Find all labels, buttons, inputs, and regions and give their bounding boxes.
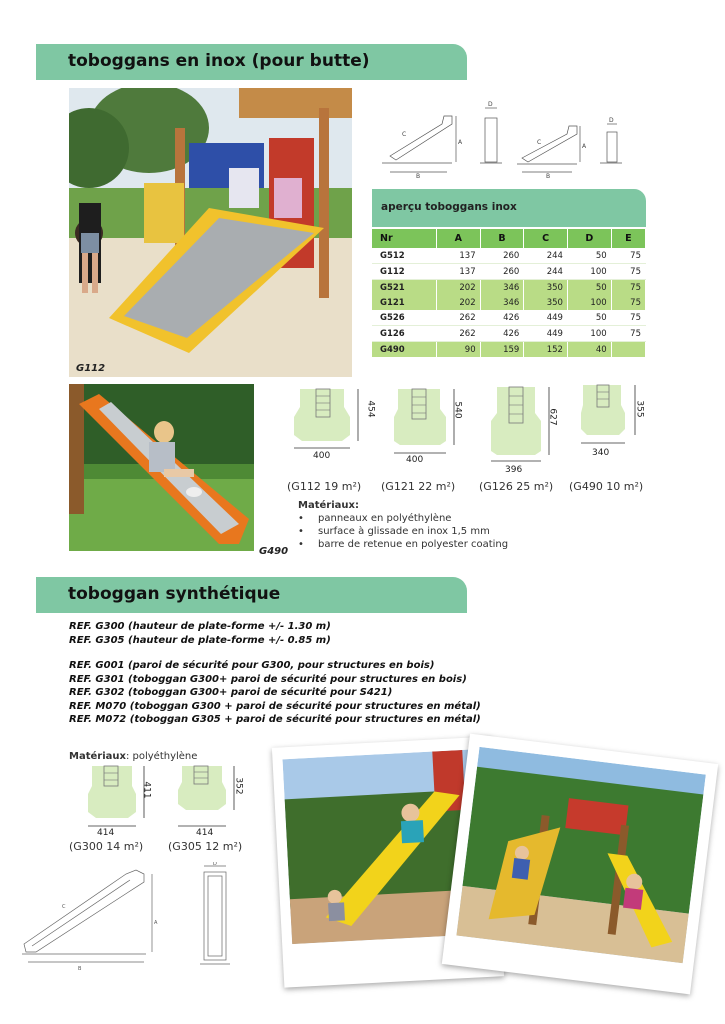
- table-cell: G121: [372, 295, 436, 310]
- materials-synthetic: [69, 750, 197, 763]
- materials-item-text: panneaux en polyéthylène: [318, 513, 452, 524]
- reference-line: REF. G305 (hauteur de plate-forme +/- 0.85 m): [69, 634, 331, 646]
- table-header-row: [372, 229, 646, 248]
- table-header-cell: B: [480, 229, 524, 248]
- table-cell: 75: [611, 310, 645, 326]
- table-cell: 152: [524, 342, 568, 358]
- diagram-label-c2: C: [537, 139, 542, 146]
- diagram-label-d3: D: [213, 862, 217, 867]
- table-cell: 75: [611, 248, 645, 264]
- section-title-synthetique: toboggan synthétique: [68, 584, 281, 604]
- diagram-label-b1: B: [416, 173, 421, 180]
- table-cell: G490: [372, 342, 436, 358]
- table-cell: 100: [567, 264, 611, 280]
- table-header-cell: D: [567, 229, 611, 248]
- reference-line: REF. M072 (toboggan G305 + paroi de sécurité pour structures en métal): [69, 714, 481, 725]
- table-row: [372, 248, 646, 264]
- materials-item: • barre de retenue en polyester coating: [298, 539, 509, 550]
- table-cell: 350: [524, 295, 568, 310]
- table-header-cell: A: [436, 229, 480, 248]
- footprint-label: (G300 14 m²): [69, 840, 144, 853]
- section-header-inox: [36, 44, 467, 80]
- table-cell: 426: [480, 310, 524, 326]
- table-cell: 90: [436, 342, 480, 358]
- materials-item: • surface à glissade en inox 1,5 mm: [298, 526, 490, 537]
- reference-line: REF. G300 (hauteur de plate-forme +/- 1.30 m): [69, 621, 331, 632]
- footprint-g490: [573, 383, 658, 453]
- materials-item-text: surface à glissade en inox 1,5 mm: [318, 526, 490, 537]
- table-cell: 426: [480, 326, 524, 342]
- photo-g112: [69, 88, 352, 377]
- reference-line: REF. G301 (toboggan G300+ paroi de sécurité pour structures en bois): [69, 673, 467, 685]
- table-cell: 50: [567, 248, 611, 264]
- table-cell: 50: [567, 310, 611, 326]
- footprint-g305: [172, 764, 252, 834]
- table-cell: G112: [372, 264, 436, 280]
- table-cell: 159: [480, 342, 524, 358]
- footprint-depth: 355: [634, 400, 645, 418]
- table-header-cell: Nr: [372, 229, 436, 248]
- table-cell: 202: [436, 295, 480, 310]
- table-cell: 262: [436, 310, 480, 326]
- polaroid-photo-right: [442, 734, 718, 995]
- table-cell: 75: [611, 295, 645, 310]
- table-cell: 137: [436, 248, 480, 264]
- diagram-label-b2: B: [546, 173, 551, 180]
- table-cell: 260: [480, 264, 524, 280]
- footprint-depth: 540: [452, 401, 463, 419]
- synthetic-slide-diagram: [18, 862, 248, 977]
- table-cell: 75: [611, 264, 645, 280]
- footprint-label: (G112 19 m²): [287, 480, 362, 493]
- footprint-label: (G121 22 m²): [381, 480, 456, 493]
- materials-block: [298, 499, 558, 551]
- diagram-label-b3: B: [78, 966, 82, 972]
- footprint-g300: [82, 764, 162, 834]
- footprint-g121: [388, 385, 473, 465]
- table-cell: [611, 342, 645, 358]
- materials-title: Matériaux:: [298, 500, 359, 511]
- table-cell: G512: [372, 248, 436, 264]
- table-cell: 75: [611, 280, 645, 296]
- section-header-synthetique: [36, 577, 467, 613]
- footprint-width: 414: [196, 828, 214, 838]
- table-cell: 449: [524, 310, 568, 326]
- section-title-inox: toboggans en inox (pour butte): [68, 51, 370, 71]
- slide-dimension-diagram: [372, 100, 642, 180]
- diagram-label-a1: A: [458, 139, 463, 146]
- diagram-label-d2: D: [609, 117, 614, 124]
- table-cell: 40: [567, 342, 611, 358]
- table-row: [372, 295, 646, 310]
- reference-line: REF. M070 (toboggan G300 + paroi de sécurité pour structures en métal): [69, 700, 481, 712]
- table-cell: 260: [480, 248, 524, 264]
- table-cell: 137: [436, 264, 480, 280]
- overview-title: aperçu toboggans inox: [381, 201, 517, 213]
- materials-item: • panneaux en polyéthylène: [298, 513, 452, 524]
- table-row: [372, 326, 646, 342]
- footprint-depth: 352: [233, 777, 244, 795]
- table-row: [372, 310, 646, 326]
- materials-label: Matériaux: [69, 751, 126, 762]
- table-cell: 50: [567, 280, 611, 296]
- reference-line: REF. G302 (toboggan G300+ paroi de sécurité pour S421): [69, 687, 393, 698]
- materials-value: : polyéthylène: [125, 751, 198, 762]
- table-cell: 346: [480, 295, 524, 310]
- diagram-label-a3: A: [154, 920, 158, 926]
- photo-g490: [69, 384, 254, 551]
- footprint-width: 400: [406, 455, 424, 465]
- footprint-g112: [290, 385, 375, 465]
- table-header-cell: C: [524, 229, 568, 248]
- footprint-depth: 454: [365, 400, 376, 418]
- table-header-cell: E: [611, 229, 645, 248]
- reference-list-b: [69, 659, 481, 727]
- reference-list-a: [69, 620, 331, 647]
- table-cell: 449: [524, 326, 568, 342]
- footprint-width: 396: [505, 465, 523, 475]
- diagram-label-d1: D: [488, 101, 493, 108]
- footprint-width: 340: [592, 448, 610, 458]
- photo-caption-g112: G112: [76, 363, 106, 374]
- overview-table: [372, 229, 646, 357]
- table-cell: 202: [436, 280, 480, 296]
- table-cell: G526: [372, 310, 436, 326]
- diagram-label-c1: C: [402, 131, 407, 138]
- table-cell: 100: [567, 295, 611, 310]
- table-cell: 75: [611, 326, 645, 342]
- table-cell: 350: [524, 280, 568, 296]
- footprint-label: (G490 10 m²): [569, 480, 644, 493]
- table-cell: 346: [480, 280, 524, 296]
- table-cell: 262: [436, 326, 480, 342]
- footprint-width: 400: [313, 451, 331, 461]
- footprint-depth: 411: [141, 781, 152, 799]
- reference-line: REF. G001 (paroi de sécurité pour G300, pour structures en bois): [69, 660, 435, 671]
- table-cell: G126: [372, 326, 436, 342]
- diagram-label-a2: A: [582, 143, 587, 150]
- photo-caption-g490: G490: [259, 546, 289, 557]
- table-cell: 100: [567, 326, 611, 342]
- footprint-width: 414: [97, 828, 115, 838]
- diagram-label-c3: C: [62, 904, 66, 910]
- materials-item-text: barre de retenue en polyester coating: [318, 539, 509, 550]
- table-cell: 244: [524, 264, 568, 280]
- footprint-label: (G305 12 m²): [168, 840, 243, 853]
- table-row: [372, 264, 646, 280]
- table-row: [372, 280, 646, 296]
- overview-header: [372, 189, 646, 227]
- table-cell: 244: [524, 248, 568, 264]
- footprint-depth: 627: [547, 408, 558, 426]
- table-cell: G521: [372, 280, 436, 296]
- table-row: [372, 342, 646, 358]
- footprint-label: (G126 25 m²): [479, 480, 554, 493]
